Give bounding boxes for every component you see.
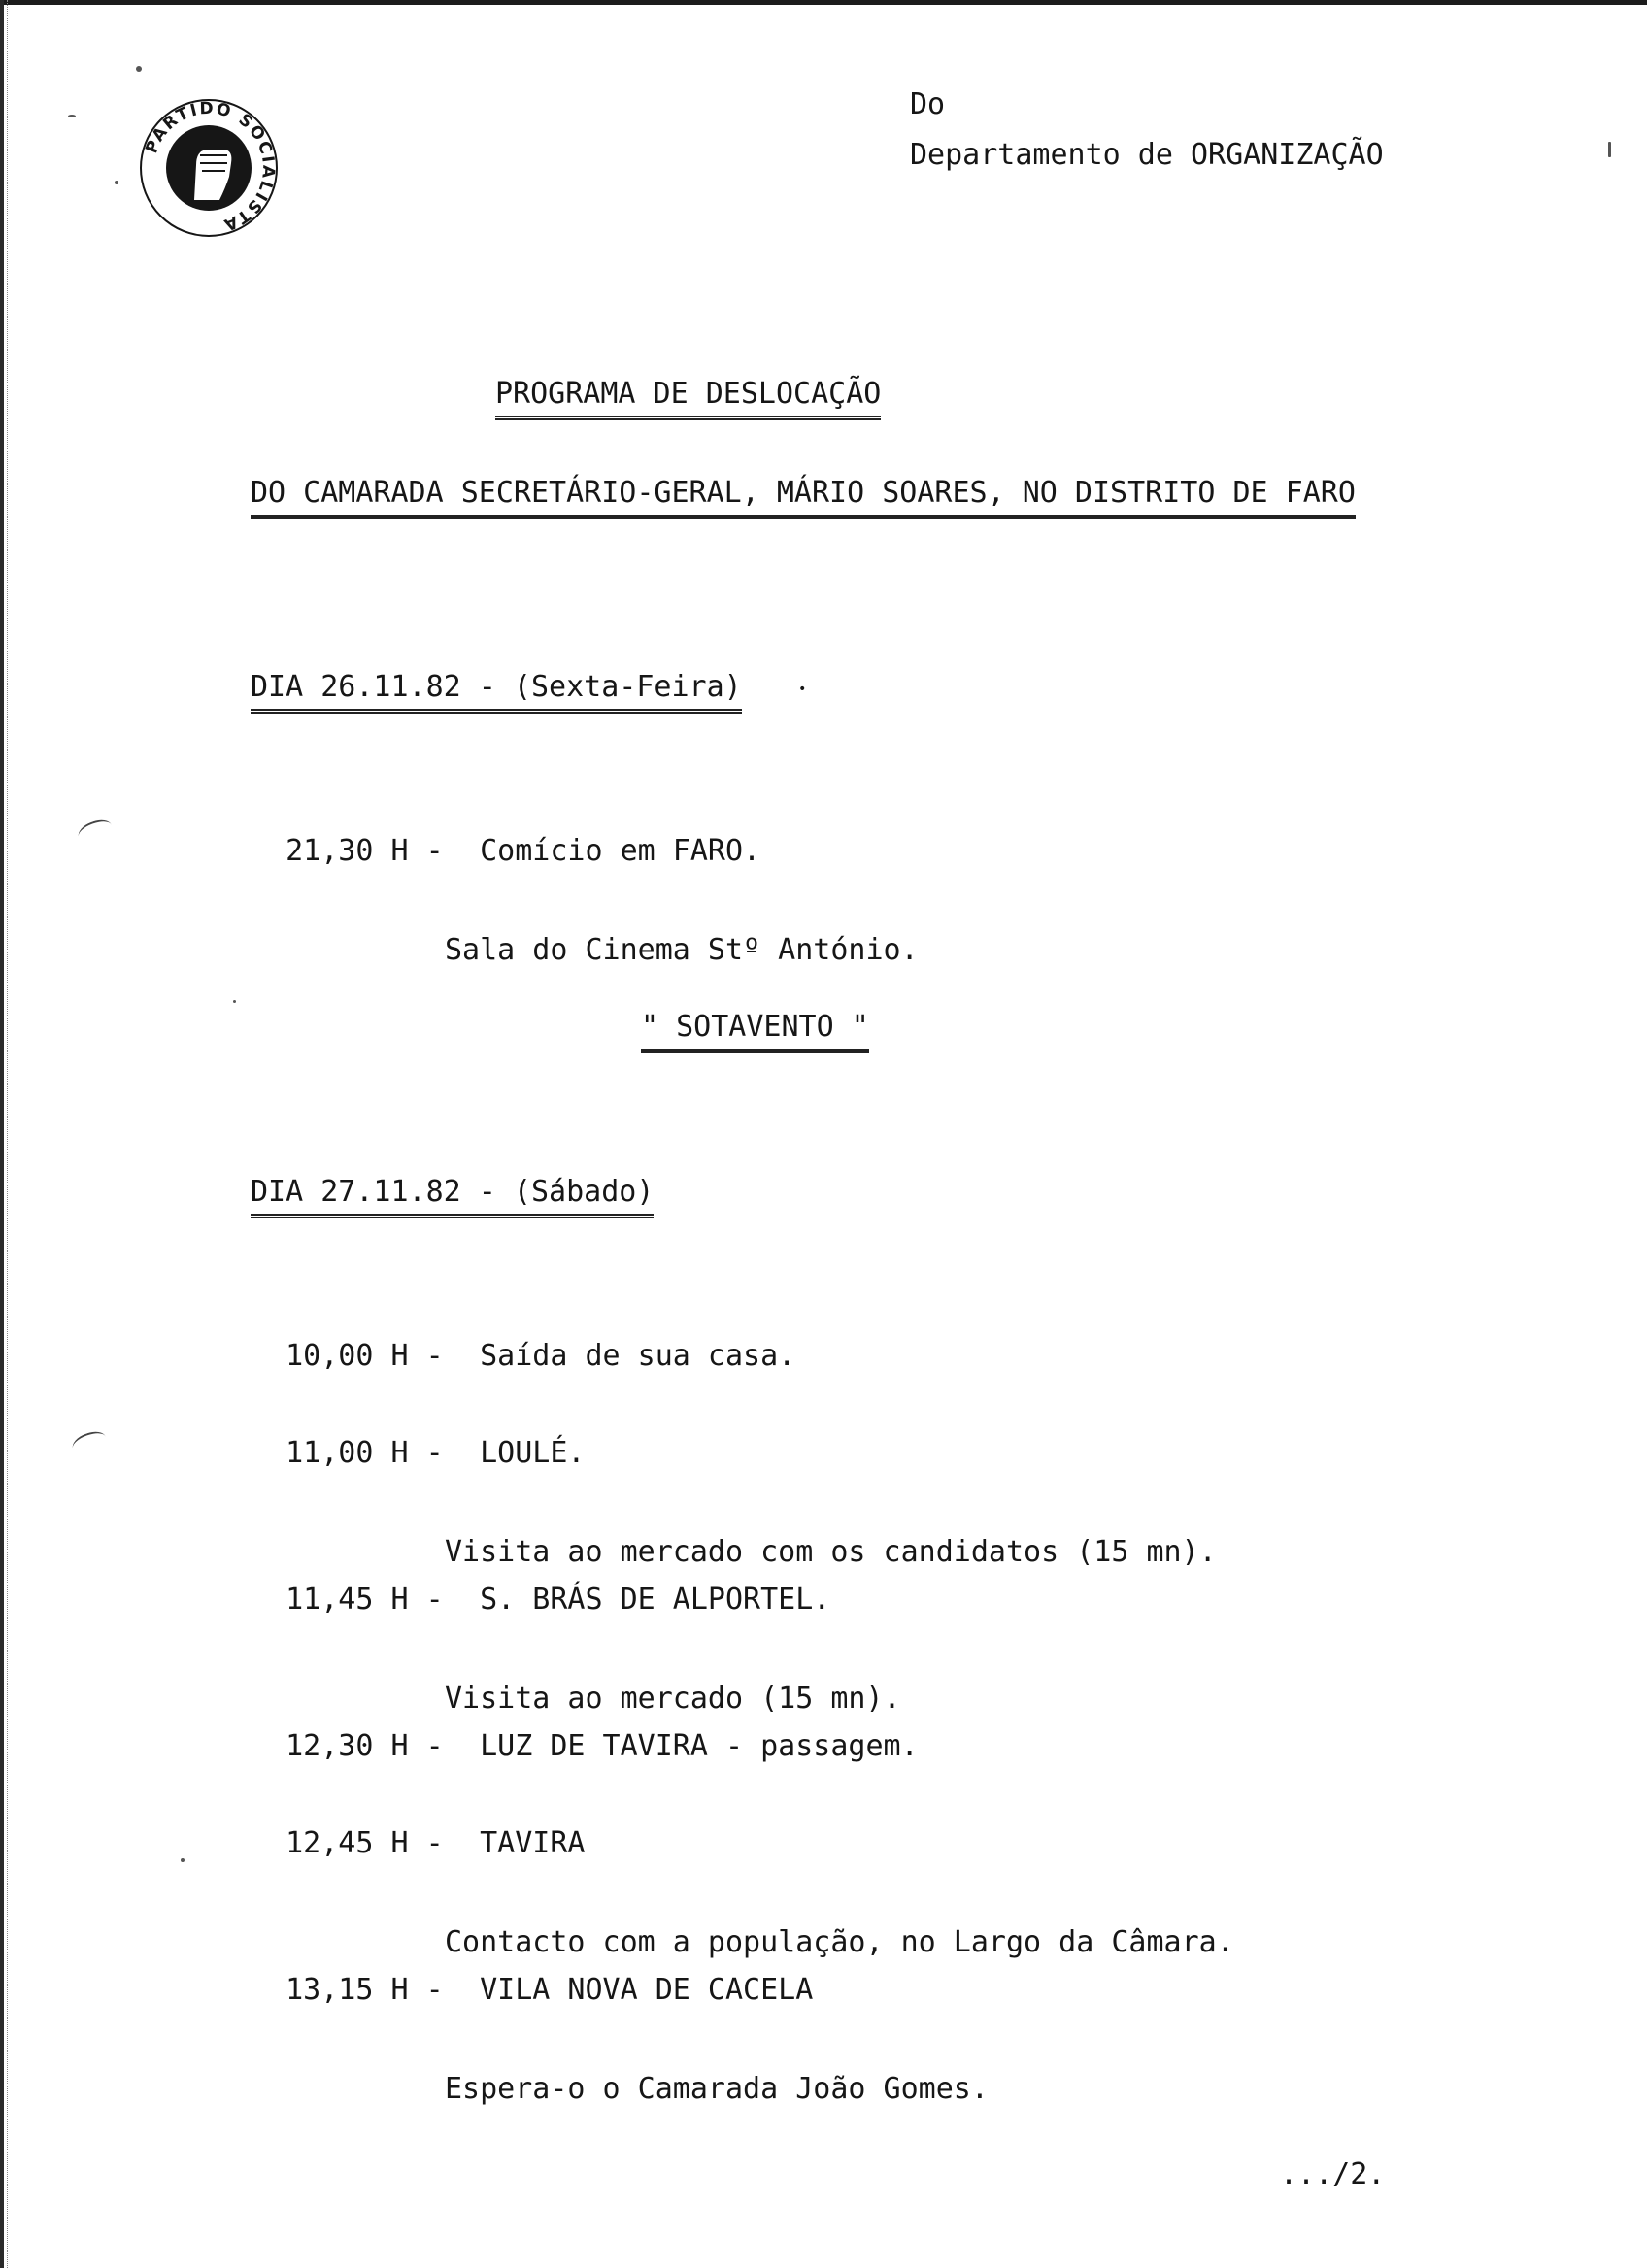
schedule-entry — [251, 1282, 795, 1381]
party-logo — [136, 95, 282, 241]
page-top-border — [0, 0, 1647, 5]
scan-speck — [181, 1858, 185, 1862]
entry-detail: Visita ao mercado com os candidatos (15 mn). — [445, 1535, 1217, 1569]
header-line-2: Departamento de ORGANIZAÇÃO — [910, 138, 1384, 172]
entry-time: 11,45 H - — [286, 1583, 444, 1617]
header — [910, 80, 1384, 181]
entry-time: 12,30 H - — [286, 1729, 444, 1763]
scan-speck — [115, 181, 118, 184]
page-left-border — [0, 0, 4, 2268]
entry-time: 11,00 H - — [286, 1436, 444, 1470]
scan-speck — [136, 66, 142, 72]
entry-detail: Sala do Cinema Stº António. — [445, 933, 919, 967]
scan-arc — [76, 816, 116, 846]
page-left-edge — [7, 0, 9, 2268]
scan-speck — [68, 115, 76, 117]
entry-detail: Contacto com a população, no Largo da Câmara. — [445, 1925, 1234, 1959]
section-heading: " SOTAVENTO " — [641, 1010, 869, 1053]
scan-speck — [1608, 142, 1611, 157]
entry-time: 12,45 H - — [286, 1826, 444, 1860]
entry-text: Comício em FARO. — [480, 834, 761, 868]
document-subtitle: DO CAMARADA SECRETÁRIO-GERAL, MÁRIO SOARES, NO DISTRITO DE FARO — [251, 476, 1356, 519]
entry-text: Saída de sua casa. — [480, 1339, 796, 1373]
scan-mark: • — [798, 682, 807, 697]
entry-text: VILA NOVA DE CACELA — [480, 1973, 814, 2007]
entry-time: 13,15 H - — [286, 1973, 444, 2007]
entry-text: S. BRÁS DE ALPORTEL. — [480, 1583, 831, 1617]
day-heading-1: DIA 26.11.82 - (Sexta-Feira) — [251, 670, 742, 714]
scan-speck — [233, 1000, 236, 1003]
entry-detail: Visita ao mercado (15 mn). — [445, 1682, 901, 1716]
entry-text: LOULÉ. — [480, 1436, 586, 1470]
schedule-entry — [251, 777, 919, 1024]
document-title: PROGRAMA DE DESLOCAÇÃO — [495, 377, 881, 420]
entry-text: TAVIRA — [480, 1826, 586, 1860]
entry-time: 10,00 H - — [286, 1339, 444, 1373]
scan-arc — [70, 1427, 110, 1457]
day-heading-2: DIA 27.11.82 - (Sábado) — [251, 1175, 654, 1218]
entry-detail: Espera-o o Camarada João Gomes. — [445, 2072, 989, 2106]
logo-text: PARTIDO SOCIALISTA — [142, 98, 279, 235]
schedule-entry — [251, 1672, 919, 1771]
schedule-entry — [251, 1916, 989, 2163]
entry-time: 21,30 H - — [286, 834, 444, 868]
header-line-1: Do — [910, 87, 946, 121]
page-number: .../2. — [1280, 2157, 1386, 2191]
entry-text: LUZ DE TAVIRA - passagem. — [480, 1729, 919, 1763]
